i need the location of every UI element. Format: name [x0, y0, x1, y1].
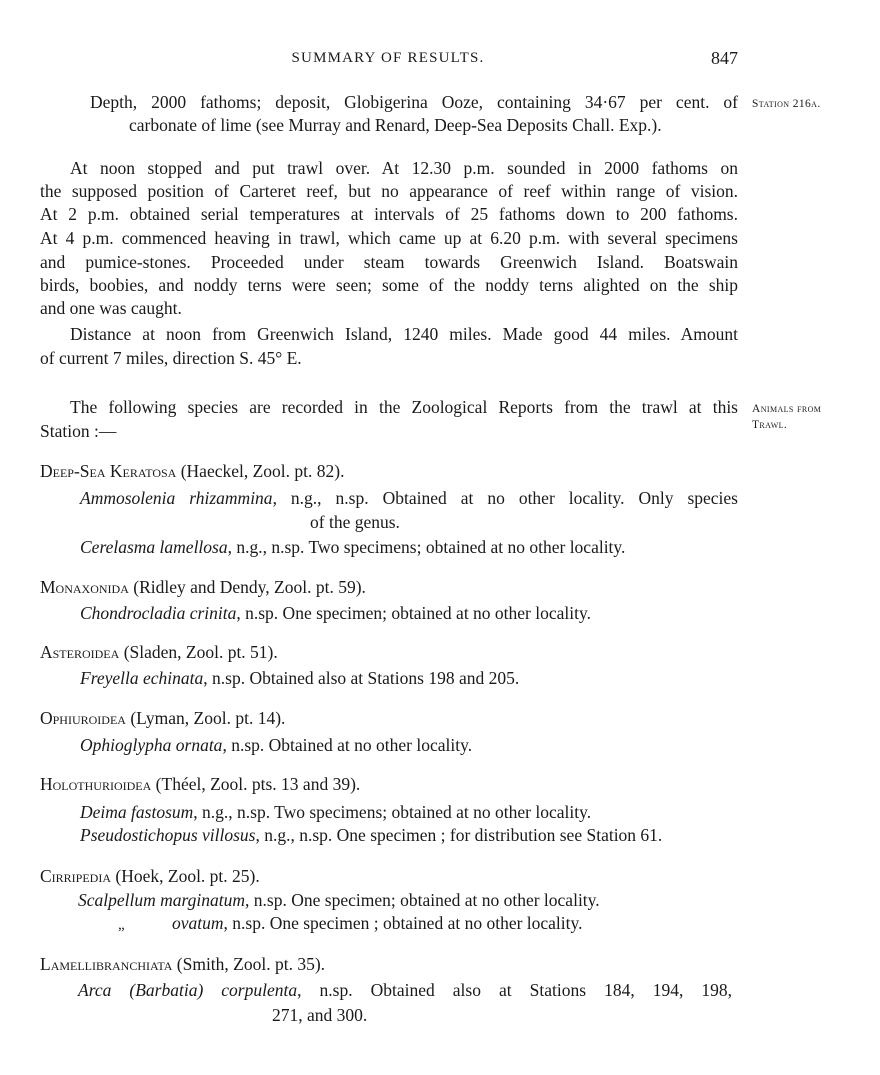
species-name: Ophioglypha ornata: [80, 735, 223, 755]
species-desc: , n.g., n.sp. One specimen ; for distribution see Station 61.: [255, 825, 663, 845]
narrative-line: At 4 p.m. commenced heaving in trawl, which came up at 6.20 p.m. with several specimens: [40, 228, 738, 248]
taxon-group-heading: [40, 774, 360, 795]
species-entry: [80, 825, 662, 846]
taxon-group-heading: [40, 461, 344, 482]
species-entry: [80, 488, 738, 509]
taxon-group-ref: (Lyman, Zool. pt. 14).: [125, 708, 286, 728]
species-entry: [80, 537, 625, 558]
taxon-group-name: Ophiuroidea: [40, 708, 126, 728]
species-name: Cerelasma lamellosa: [80, 537, 228, 557]
species-desc: , n.sp. Obtained also at Stations 198 and 205.: [203, 668, 520, 688]
distance-line-2: of current 7 miles, direction S. 45° E.: [40, 348, 302, 368]
species-entry: [80, 735, 472, 756]
taxon-group-ref: (Sladen, Zool. pt. 51).: [119, 642, 278, 662]
narrative-line: and one was caught.: [40, 298, 182, 318]
ditto-mark: „: [118, 917, 125, 933]
species-entry: [80, 802, 591, 823]
page-number: 847: [711, 48, 738, 68]
narrative-line: At 2 p.m. obtained serial temperatures at intervals of 25 fathoms down to 200 fathoms.: [40, 204, 738, 224]
species-name: Pseudostichopus villosus: [80, 825, 256, 845]
taxon-group-name: Cirripedia: [40, 866, 112, 886]
taxon-group-name: Asteroidea: [40, 642, 120, 662]
species-name: Freyella echinata: [80, 668, 204, 688]
depth-line-1: Depth, 2000 fathoms; deposit, Globigerina Ooze, containing 34·67 per cent. of: [90, 92, 738, 112]
species-desc: , n.sp. One specimen ; obtained at no other locality.: [223, 913, 583, 933]
species-name: Chondrocladia crinita: [80, 603, 237, 623]
species-desc: , n.sp. Obtained at no other locality.: [222, 735, 473, 755]
species-name: Arca (Barbatia) corpulenta: [78, 980, 298, 1000]
species-desc: , n.g., n.sp. Two specimens; obtained at no other locality.: [193, 802, 592, 822]
narrative-line: the supposed position of Carteret reef, but no appearance of reef within range of vision.: [40, 181, 738, 201]
taxon-group-heading: [40, 577, 366, 598]
taxon-group-heading: [40, 708, 285, 729]
taxon-group-heading: [40, 866, 260, 887]
species-entry: [80, 668, 519, 689]
species-desc-continuation: 271, and 300.: [272, 1005, 368, 1025]
distance-line-1: Distance at noon from Greenwich Island, 1240 miles. Made good 44 miles. Amount: [70, 324, 738, 344]
taxon-group-name: Holothurioidea: [40, 774, 152, 794]
taxon-group-heading: [40, 642, 278, 663]
taxon-group-ref: (Théel, Zool. pts. 13 and 39).: [151, 774, 361, 794]
species-desc: , n.sp. One specimen; obtained at no other locality.: [245, 890, 600, 910]
species-entry: [78, 890, 600, 911]
station-margin-note: Station 216a.: [752, 98, 821, 110]
narrative-line: and pumice-stones. Proceeded under steam towards Greenwich Island. Boatswain: [40, 252, 738, 272]
depth-line-2: carbonate of lime (see Murray and Renard, Deep-Sea Deposits Chall. Exp.).: [129, 115, 662, 135]
species-desc: , n.sp. Obtained also at Stations 184, 194, 198,: [297, 980, 732, 1000]
animals-margin-line-1: Animals from: [752, 403, 822, 415]
species-intro-line-2: Station :—: [40, 421, 117, 441]
species-desc: , n.sp. One specimen; obtained at no other locality.: [236, 603, 591, 623]
species-entry: [80, 603, 591, 624]
species-desc: , n.g., n.sp. Obtained at no other locality. Only species: [272, 488, 738, 508]
animals-margin-note: [752, 401, 821, 433]
narrative-line: birds, boobies, and noddy terns were seen; some of the noddy terns alighted on the ship: [40, 275, 738, 295]
species-name: ovatum: [172, 913, 224, 933]
taxon-group-ref: (Ridley and Dendy, Zool. pt. 59).: [128, 577, 366, 597]
taxon-group-name: Monaxonida: [40, 577, 129, 597]
animals-margin-line-2: Trawl.: [752, 419, 788, 431]
taxon-group-ref: (Smith, Zool. pt. 35).: [172, 954, 326, 974]
species-desc: , n.g., n.sp. Two specimens; obtained at no other locality.: [227, 537, 626, 557]
species-entry: [172, 913, 583, 934]
species-name: Scalpellum marginatum: [78, 890, 246, 910]
taxon-group-name: Deep-Sea Keratosa: [40, 461, 177, 481]
species-name: Ammosolenia rhizammina: [80, 488, 273, 508]
species-name: Deima fastosum: [80, 802, 194, 822]
taxon-group-ref: (Haeckel, Zool. pt. 82).: [176, 461, 345, 481]
taxon-group-name: Lamellibranchiata: [40, 954, 173, 974]
narrative-line: At noon stopped and put trawl over. At 12.30 p.m. sounded in 2000 fathoms on: [70, 158, 738, 178]
taxon-group-heading: [40, 954, 325, 975]
species-desc-continuation: of the genus.: [310, 512, 400, 532]
taxon-group-ref: (Hoek, Zool. pt. 25).: [111, 866, 260, 886]
species-intro-line-1: The following species are recorded in the Zoological Reports from the trawl at this: [70, 397, 738, 417]
running-header: SUMMARY OF RESULTS.: [291, 50, 485, 66]
species-entry: [78, 980, 732, 1001]
